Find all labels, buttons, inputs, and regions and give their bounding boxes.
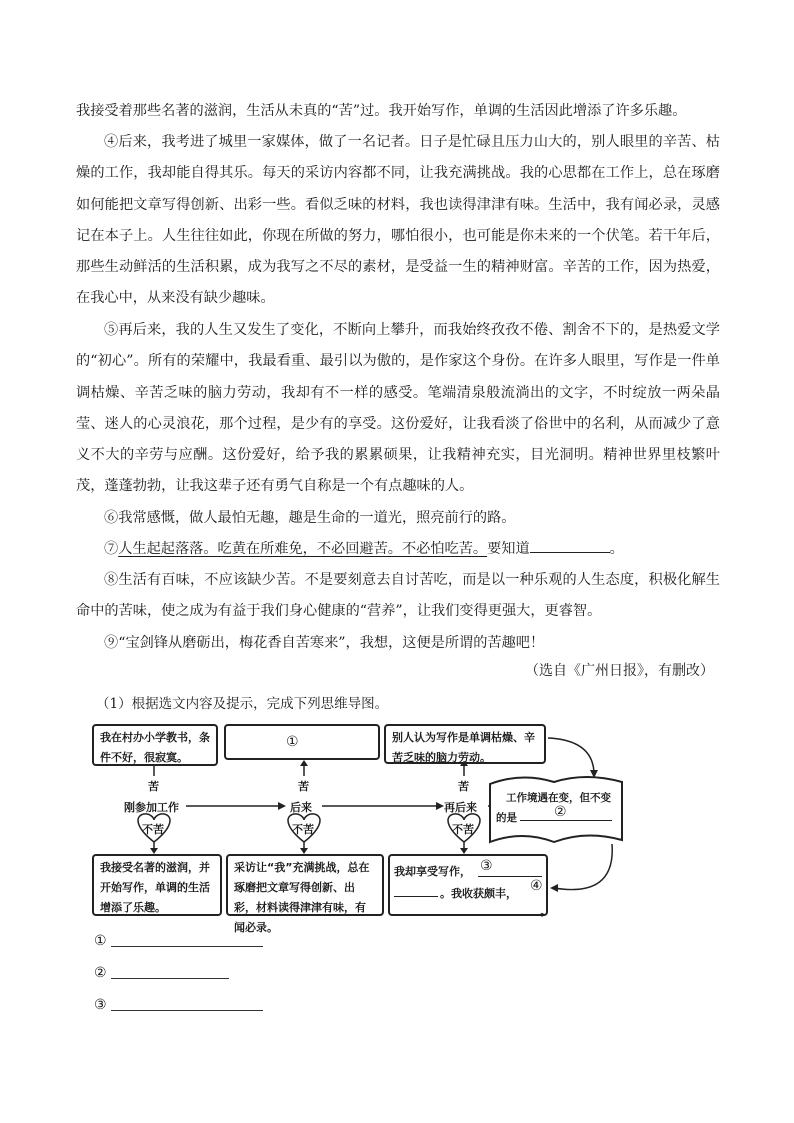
answer-1-number: ① xyxy=(94,933,107,949)
box-enjoy-writing xyxy=(388,854,551,918)
blank-2-marker: ② xyxy=(554,804,567,820)
fill-in-blank[interactable] xyxy=(530,538,610,553)
underlined-sentence: 人生起起落落。吃黄在所难免，不必回避苦。不必怕吃苦。 xyxy=(118,541,488,557)
heart-bu-ku-3: 不苦 xyxy=(452,823,474,836)
box-blank-1[interactable] xyxy=(224,724,380,760)
answer-1-line[interactable] xyxy=(111,932,263,947)
mind-map xyxy=(92,720,652,934)
heart-bu-ku-2: 不苦 xyxy=(292,823,314,836)
paragraph-4: ④后来，我考进了城里一家媒体，做了一名记者。日子是忙碌且压力山大的，别人眼里的辛苦、枯燥的工作，我却能自得其乐。每天的采访内容都不同，让我充满挑战。我的心思都在工作上，总在琢磨如何能把文章写得创新、出彩一些。看似乏味的材料，我也读得津津有味。生活中，我有闻必录，灵感记在本子上。人生往往如此，你现在所做的努力，哪怕很小，也可能是你未来的一个伏笔。若干年后，那些生动鲜活的生活积累，成为我写之不尽的素材，是受益一生的精神财富。辛苦的工作，因为热爱，在我心中，从来没有缺少趣味。 xyxy=(76,134,720,307)
label-ku-3: 苦 xyxy=(458,780,469,793)
paragraph-7-tail: 要知道 xyxy=(487,541,530,557)
paragraph-7-end: 。 xyxy=(609,541,624,557)
stage-later: 后来 xyxy=(290,801,312,814)
answer-3-line[interactable] xyxy=(111,996,263,1011)
enjoy-writing-text: 我却享受写作， xyxy=(394,865,471,878)
stage-even-later: 再后来 xyxy=(444,801,477,814)
paragraph-6: ⑥我常感慨，做人最怕无趣，趣是生命的一道光，照亮前行的路。 xyxy=(104,510,516,526)
answer-1 xyxy=(94,932,263,949)
heart-bu-ku-1: 不苦 xyxy=(142,823,164,836)
answer-2-number: ② xyxy=(94,965,107,981)
answer-3 xyxy=(94,996,263,1013)
box-others-view-writing: 别人认为写作是单调枯燥、辛苦乏味的脑力劳动。 xyxy=(384,724,546,764)
paragraph-9: ⑨“宝剑锋从磨砺出，梅花香自苦寒来”，我想，这便是所谓的苦趣吧！ xyxy=(104,635,545,651)
answer-3-number: ③ xyxy=(94,997,107,1013)
label-ku-1: 苦 xyxy=(148,780,159,793)
blank-3-line-2[interactable] xyxy=(394,896,438,897)
question-1: （1）根据选文内容及提示，完成下列思维导图。 xyxy=(96,696,389,712)
book-text-line2: 的是 xyxy=(496,812,517,824)
label-ku-2: 苦 xyxy=(298,780,309,793)
blank-4-dot: 。 xyxy=(540,905,551,918)
blank-4-marker: ④ xyxy=(530,878,543,894)
paragraph-3-end: 我接受着那些名著的滋润，生活从未真的“苦”过。我开始写作，单调的生活因此增添了许多乐趣。 xyxy=(76,103,687,119)
book-text-line1: 工作境遇在变，但不变 xyxy=(506,792,611,804)
box-classics-writing: 我接受名著的滋润，并开始写作，单调的生活增添了乐趣。 xyxy=(92,854,222,916)
harvest-text: 。我收获颇丰， xyxy=(440,887,517,900)
paragraph-5: ⑤再后来，我的人生又发生了变化，不断向上攀升，而我始终孜孜不倦、割舍不下的，是热爱文学的“初心”。所有的荣耀中，我最看重、最引以为傲的，是作家这个身份。在许多人眼里，写作是一件单调枯燥、辛苦乏味的脑力劳动，我却有不一样的感受。笔端清泉般流淌出的文字，不时绽放一两朵晶莹、迷人的心灵浪花，那个过程，是少有的享受。这份爱好，让我看淡了俗世中的名利，从而减少了意义不大的辛劳与应酬。这份爱好，给予我的累累硕果，让我精神充实，目光洞明。精神世界里枝繁叶茂，蓬蓬勃勃，让我这辈子还有勇气自称是一个有点趣味的人。 xyxy=(76,322,720,495)
blank-4-line[interactable] xyxy=(508,914,542,915)
book-blank-line[interactable] xyxy=(520,820,612,821)
paragraph-7 xyxy=(76,534,720,565)
answer-2-line[interactable] xyxy=(111,964,229,979)
answer-2 xyxy=(94,964,229,981)
box-village-teacher: 我在村办小学教书，条件不好，很寂寞。 xyxy=(92,724,218,766)
box-reporter-challenge: 采访让“我”充满挑战，总在琢磨把文章写得创新、出彩，材料读得津津有味，有闻必录。 xyxy=(226,854,384,916)
blank-3-marker: ③ xyxy=(480,858,493,874)
stage-first-job: 刚参加工作 xyxy=(124,801,179,814)
paragraph-8: ⑧生活有百味，不应该缺少苦。不是要刻意去自讨苦吃，而是以一种乐观的人生态度，积极化解生命中的苦味，使之成为有益于我们身心健康的“营养”，让我们变得更强大，更睿智。 xyxy=(76,572,720,620)
paragraph-7-number: ⑦ xyxy=(104,541,119,557)
blank-1-marker: ① xyxy=(286,734,299,750)
source-citation: （选自《广州日报》，有删改） xyxy=(525,663,714,679)
